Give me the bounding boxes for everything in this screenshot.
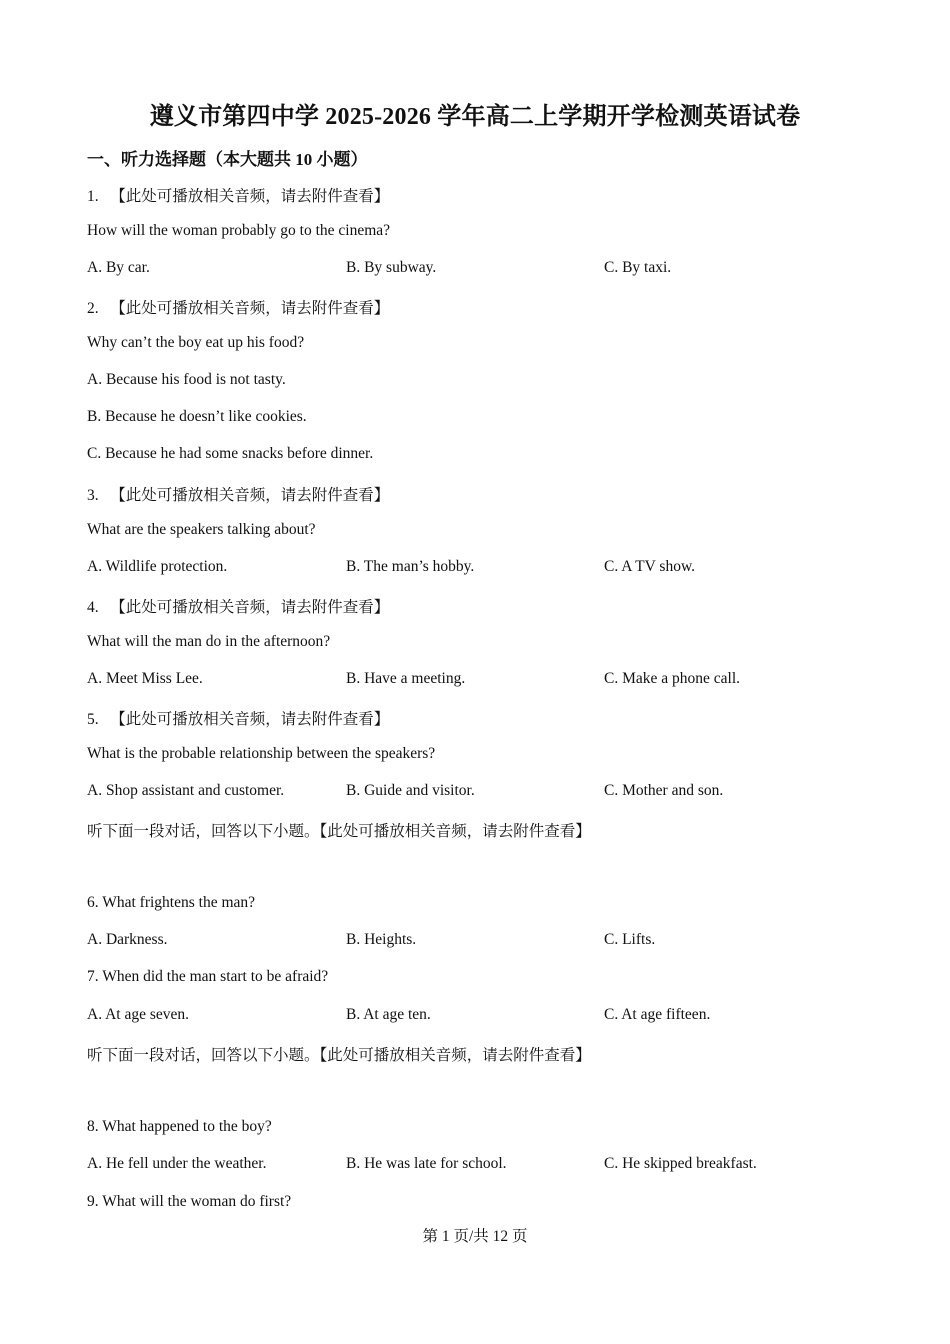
option-a: A. Because his food is not tasty. bbox=[87, 371, 286, 388]
option-a: A. At age seven. bbox=[87, 1006, 190, 1023]
option-b: B. He was late for school. bbox=[346, 1155, 507, 1172]
option-a: A. Shop assistant and customer. bbox=[87, 782, 285, 799]
dialogue-instruction: 听下面一段对话，回答以下小题。【此处可播放相关音频，请去附件查看】 bbox=[87, 823, 591, 840]
question-4-text: What will the man do in the afternoon? bbox=[87, 633, 331, 650]
option-b: B. By subway. bbox=[346, 259, 437, 276]
option-a: A. Meet Miss Lee. bbox=[87, 670, 203, 687]
option-c: C. Because he had some snacks before dinner. bbox=[87, 445, 374, 462]
question-2-audio-note: 2. 【此处可播放相关音频，请去附件查看】 bbox=[87, 300, 390, 317]
option-b: B. Because he doesn’t like cookies. bbox=[87, 408, 307, 425]
option-a: A. Darkness. bbox=[87, 931, 168, 948]
question-3-audio-note: 3. 【此处可播放相关音频，请去附件查看】 bbox=[87, 487, 390, 504]
option-c: C. At age fifteen. bbox=[604, 1006, 711, 1023]
question-1-text: How will the woman probably go to the cinema? bbox=[87, 222, 391, 239]
question-2-text: Why can’t the boy eat up his food? bbox=[87, 334, 305, 351]
option-c: C. A TV show. bbox=[604, 558, 696, 575]
question-6-text: 6. What frightens the man? bbox=[87, 894, 256, 911]
question-1-audio-note: 1. 【此处可播放相关音频，请去附件查看】 bbox=[87, 188, 390, 205]
option-c: C. Make a phone call. bbox=[604, 670, 741, 687]
option-a: A. He fell under the weather. bbox=[87, 1155, 267, 1172]
option-c: C. Mother and son. bbox=[604, 782, 724, 799]
option-b: B. At age ten. bbox=[346, 1006, 431, 1023]
question-7-text: 7. When did the man start to be afraid? bbox=[87, 968, 329, 985]
dialogue-instruction: 听下面一段对话，回答以下小题。【此处可播放相关音频，请去附件查看】 bbox=[87, 1047, 591, 1064]
page-title: 遵义市第四中学 2025-2026 学年高二上学期开学检测英语试卷 bbox=[149, 104, 801, 130]
option-c: C. By taxi. bbox=[604, 259, 672, 276]
question-5-audio-note: 5. 【此处可播放相关音频，请去附件查看】 bbox=[87, 711, 390, 728]
section-heading: 一、听力选择题（本大题共 10 小题） bbox=[87, 150, 368, 169]
option-a: A. Wildlife protection. bbox=[87, 558, 228, 575]
question-3-text: What are the speakers talking about? bbox=[87, 521, 316, 538]
option-c: C. Lifts. bbox=[604, 931, 656, 948]
question-4-audio-note: 4. 【此处可播放相关音频，请去附件查看】 bbox=[87, 599, 390, 616]
option-b: B. Have a meeting. bbox=[346, 670, 466, 687]
option-b: B. Heights. bbox=[346, 931, 417, 948]
page-footer: 第 1 页/共 12 页 bbox=[422, 1228, 528, 1245]
option-a: A. By car. bbox=[87, 259, 150, 276]
question-8-text: 8. What happened to the boy? bbox=[87, 1118, 272, 1135]
option-c: C. He skipped breakfast. bbox=[604, 1155, 757, 1172]
option-b: B. Guide and visitor. bbox=[346, 782, 475, 799]
option-b: B. The man’s hobby. bbox=[346, 558, 475, 575]
question-5-text: What is the probable relationship between the speakers? bbox=[87, 745, 436, 762]
question-9-text: 9. What will the woman do first? bbox=[87, 1193, 292, 1210]
